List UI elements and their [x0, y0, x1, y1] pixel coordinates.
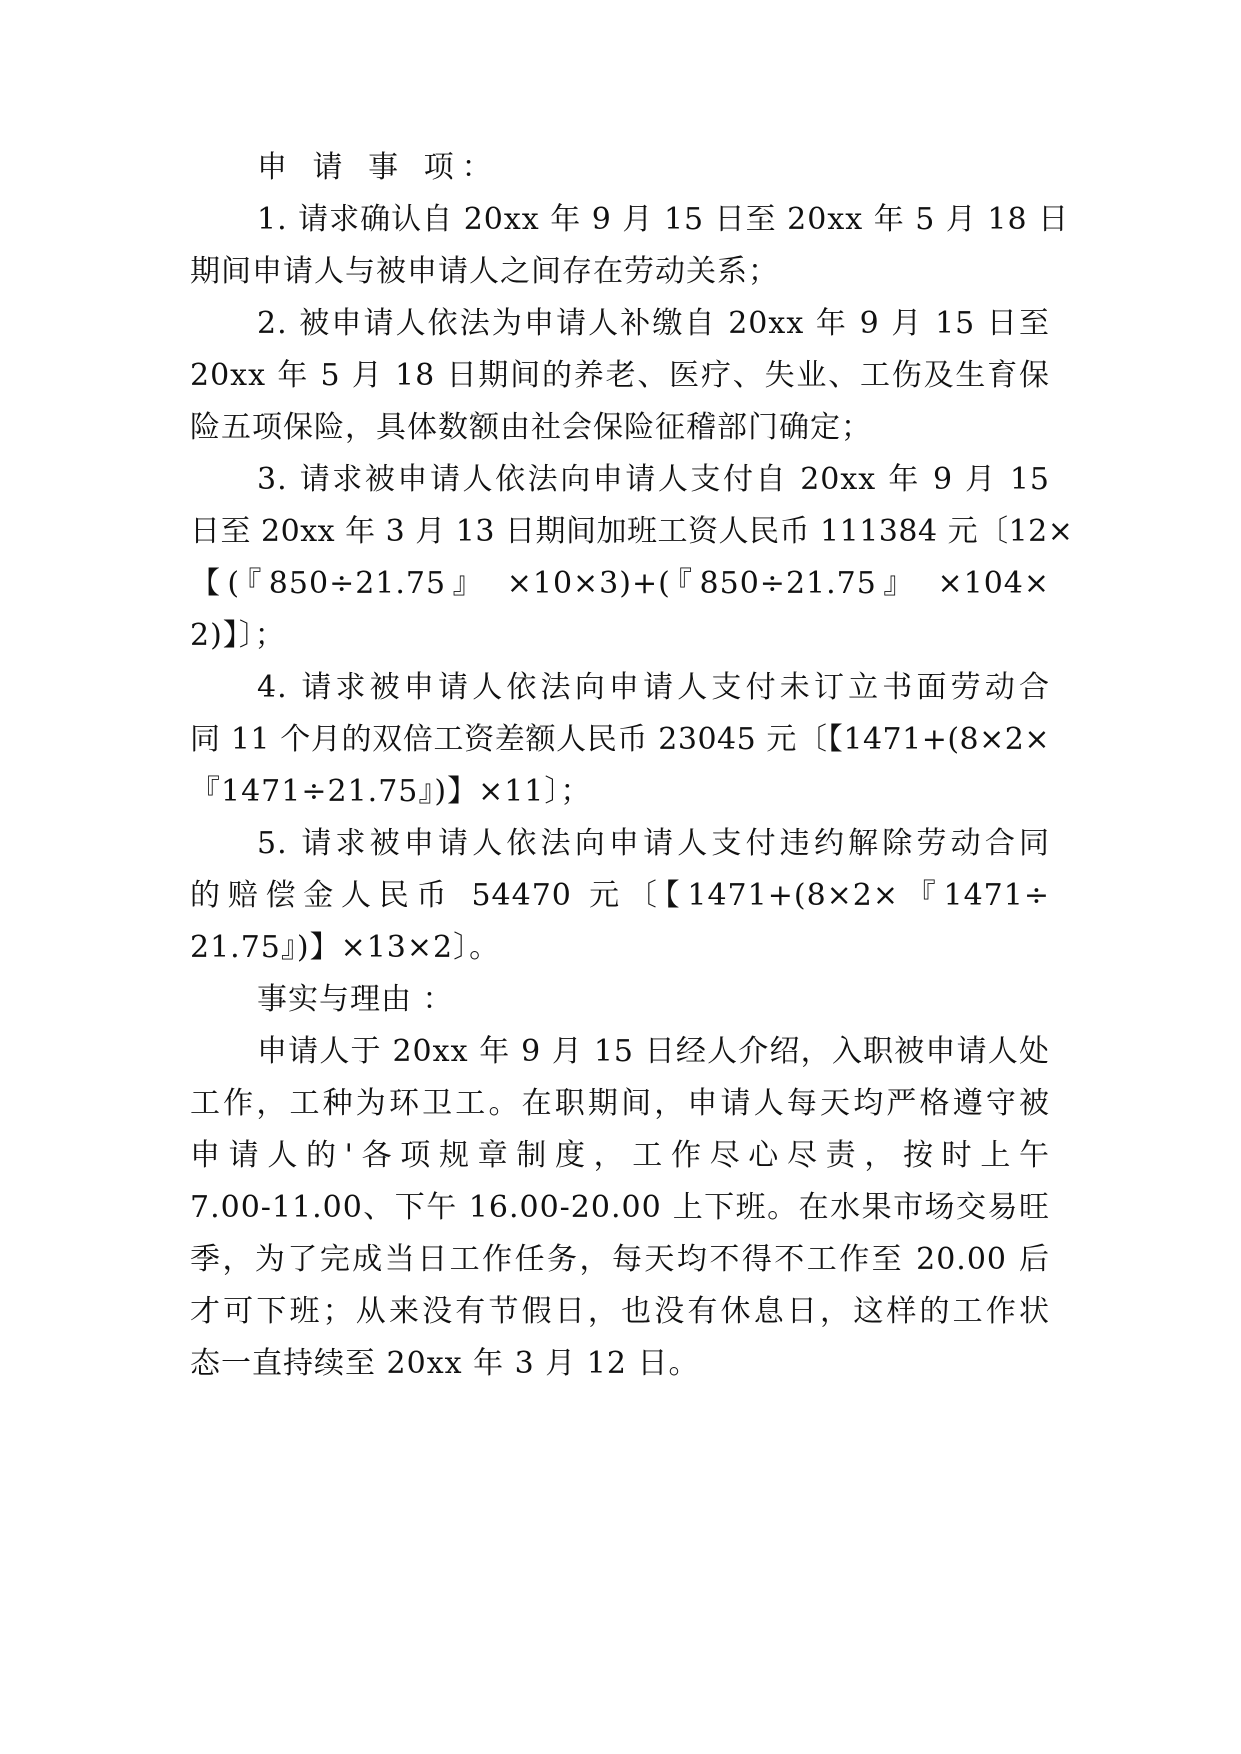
claim-3-line-3: 【(『850÷21.75』 ×10×3)+(『850÷21.75』 ×104× [190, 566, 1050, 601]
facts-line-6: 才可下班；从来没有节假日，也没有休息日，这样的工作状 [190, 1294, 1050, 1329]
claim-3-line-2: 日至 20xx 年 3 月 13 日期间加班工资人民币 111384 元〔12× [190, 514, 1074, 549]
claim-1-line-1: 1. 请求确认自 20xx 年 9 月 15 日至 20xx 年 5 月 18 日 [257, 202, 1070, 237]
heading-claims: 申 请 事 项： [257, 150, 500, 185]
claim-2-line-3: 险五项保险，具体数额由社会保险征稽部门确定； [190, 410, 872, 445]
facts-line-2: 工作，工种为环卫工。在职期间，申请人每天均严格遵守被 [190, 1086, 1050, 1121]
facts-line-3: 申请人的'各项规章制度，工作尽心尽责，按时上午 [190, 1138, 1050, 1173]
claim-2-line-1: 2. 被申请人依法为申请人补缴自 20xx 年 9 月 15 日至 [257, 306, 1050, 341]
heading-facts: 事实与理由 ： [257, 982, 454, 1017]
facts-line-5: 季，为了完成当日工作任务，每天均不得不工作至 20.00 后 [190, 1242, 1050, 1277]
claim-3-line-1: 3. 请求被申请人依法向申请人支付自 20xx 年 9 月 15 [257, 462, 1050, 497]
facts-line-4: 7.00-11.00、下午 16.00-20.00 上下班。在水果市场交易旺 [190, 1190, 1050, 1225]
claim-4-line-3: 『1471÷21.75』)】×11〕； [190, 774, 592, 809]
claim-4-line-2: 同 11 个月的双倍工资差额人民币 23045 元〔【1471+(8×2× [190, 722, 1050, 757]
claim-5-line-1: 5. 请求被申请人依法向申请人支付违约解除劳动合同 [257, 826, 1050, 861]
claim-4-line-1: 4. 请求被申请人依法向申请人支付未订立书面劳动合 [257, 670, 1050, 705]
facts-line-7: 态一直持续至 20xx 年 3 月 12 日。 [190, 1346, 700, 1381]
claim-3-line-4: 2)】〕； [190, 618, 286, 653]
claim-2-line-2: 20xx 年 5 月 18 日期间的养老、医疗、失业、工伤及生育保 [190, 358, 1050, 393]
claim-5-line-2: 的赔偿金人民币 54470 元〔【1471+(8×2×『1471÷ [190, 878, 1050, 913]
claim-5-line-3: 21.75』)】×13×2〕。 [190, 930, 501, 965]
claim-1-line-2: 期间申请人与被申请人之间存在劳动关系； [190, 254, 779, 289]
facts-line-1: 申请人于 20xx 年 9 月 15 日经人介绍，入职被申请人处 [257, 1034, 1050, 1069]
